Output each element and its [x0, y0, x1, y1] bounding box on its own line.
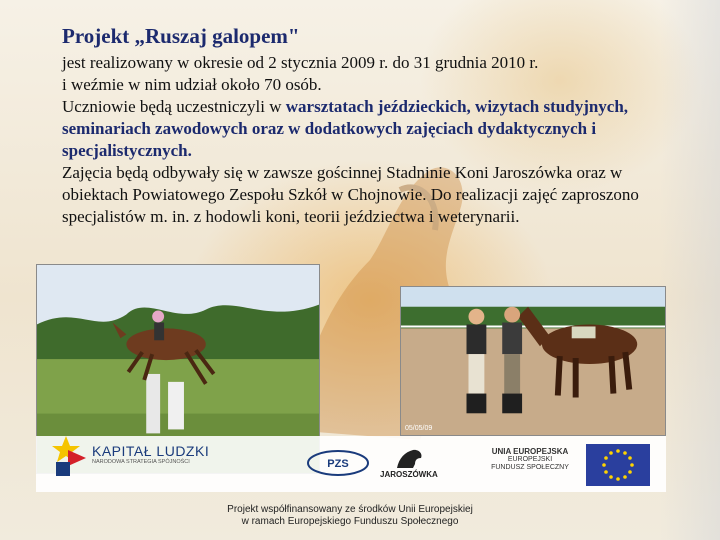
page-title: Projekt „Ruszaj galopem" — [62, 24, 300, 48]
body-sentence-2-start: Uczniowie będą uczestniczyli w — [62, 97, 286, 116]
jaroszowka-label: JAROSZÓWKA — [380, 470, 438, 479]
body-sentence-3: Zajęcia będą odbywały się w zawsze gościnnej Stadninie Koni Jaroszówka oraz w obiektach Powiatowego Zespołu Szkół w Chojnowie. Do realizacji zajęć zaproszono specjalistów m. in. z hodowli koni, teorii jeździectwa i weterynarii. — [62, 163, 639, 226]
horse-head-icon — [387, 448, 431, 470]
school-logo-text: PZS — [327, 458, 349, 470]
kapital-ludzki-title: KAPITAŁ LUDZKI — [92, 443, 210, 459]
body-highlight: warsztatach jeździeckich, wizytach studyjnych, seminariach zawodowych oraz w dodatkowych zajęciach dydaktycznych i specjalistycznych. — [62, 97, 629, 160]
side-shade — [660, 0, 720, 540]
eu-flag-icon — [586, 444, 650, 486]
kapital-ludzki-emblem — [52, 432, 88, 476]
body-text — [62, 52, 662, 228]
school-logo — [306, 448, 370, 478]
footer-line-2: w ramach Europejskiego Funduszu Społecznego — [241, 516, 459, 527]
eu-fund-line-2: FUNDUSZ SPOŁECZNY — [491, 464, 569, 471]
body-line-1: jest realizowany w okresie od 2 stycznia 2009 r. do 31 grudnia 2010 r. — [62, 53, 539, 72]
footer-line-1: Projekt współfinansowany ze środków Unii Europejskiej — [227, 504, 473, 515]
photo-date-stamp: 05/05/09 — [405, 425, 433, 432]
kapital-ludzki-logo — [52, 432, 209, 476]
eu-title: UNIA EUROPEJSKA — [491, 447, 569, 456]
body-line-2: i weźmie w nim udział około 70 osób. — [62, 75, 322, 94]
jaroszowka-logo — [380, 448, 438, 479]
eu-fund-line-1: EUROPEJSKI — [507, 456, 553, 463]
kapital-ludzki-subtitle: NARODOWA STRATEGIA SPÓJNOŚCI — [92, 459, 190, 465]
eu-text-block — [480, 447, 580, 472]
school-logo-emblem — [306, 448, 370, 478]
photo-riders-with-horse — [400, 286, 666, 436]
footer-funding-note — [180, 504, 520, 528]
